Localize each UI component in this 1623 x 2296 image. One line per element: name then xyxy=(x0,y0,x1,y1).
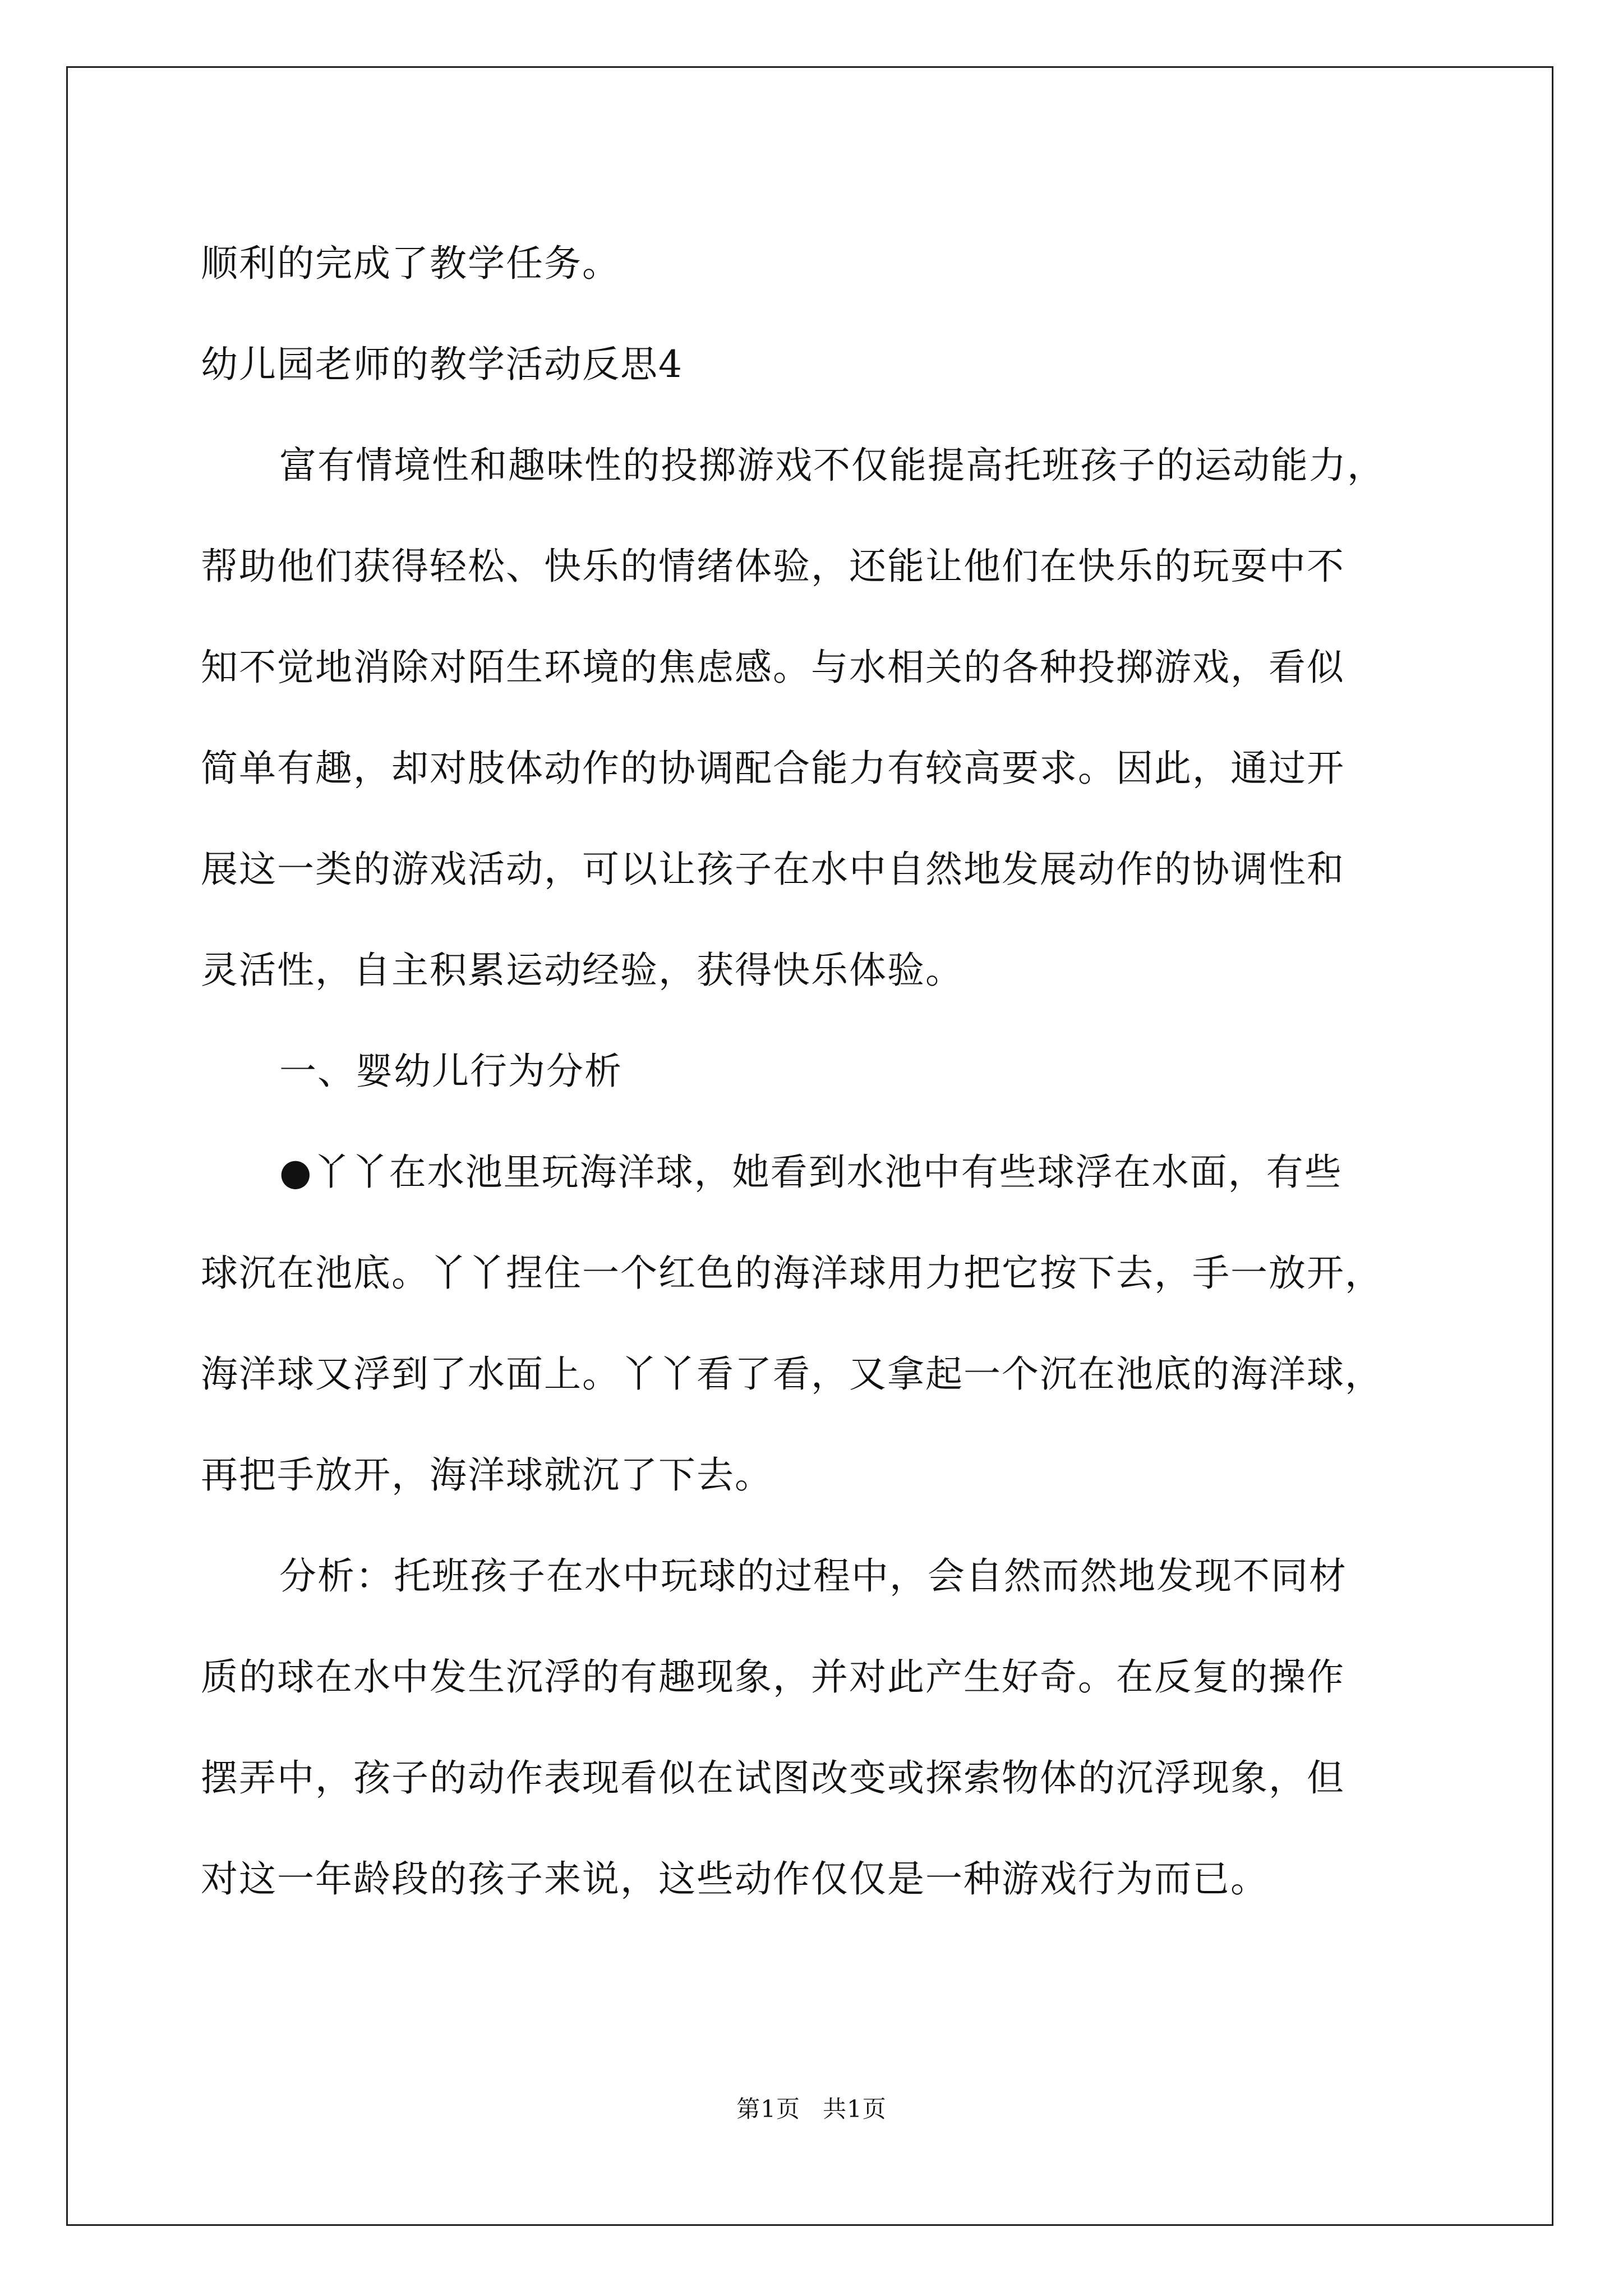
text-line: 知不觉地消除对陌生环境的焦虑感。与水相关的各种投掷游戏，看似 xyxy=(201,646,1345,689)
text-line: 再把手放开，海洋球就沉了下去。 xyxy=(201,1453,773,1497)
page-total: 共1页 xyxy=(823,2095,887,2123)
text-line: 简单有趣，却对肢体动作的协调配合能力有较高要求。因此，通过开 xyxy=(201,747,1345,790)
text-line: 富有情境性和趣味性的投掷游戏不仅能提高托班孩子的运动能力， xyxy=(279,444,1385,487)
page-footer xyxy=(0,2092,1623,2126)
subsection-heading: 一、婴幼儿行为分析 xyxy=(279,1050,623,1093)
text-line: 摆弄中，孩子的动作表现看似在试图改变或探索物体的沉浮现象，但 xyxy=(201,1756,1345,1800)
page-number: 第1页 xyxy=(736,2095,800,2123)
text-line: 分析：托班孩子在水中玩球的过程中，会自然而然地发现不同材 xyxy=(279,1554,1347,1598)
document-body xyxy=(201,213,1435,1930)
text-line: 海洋球又浮到了水面上。丫丫看了看，又拿起一个沉在池底的海洋球， xyxy=(201,1352,1383,1396)
text-line: 展这一类的游戏活动，可以让孩子在水中自然地发展动作的协调性和 xyxy=(201,848,1345,891)
text-line: 球沉在池底。丫丫捏住一个红色的海洋球用力把它按下去，手一放开， xyxy=(201,1251,1383,1295)
text-line: 帮助他们获得轻松、快乐的情绪体验，还能让他们在快乐的玩耍中不 xyxy=(201,545,1345,588)
text-line: 对这一年龄段的孩子来说，这些动作仅仅是一种游戏行为而已。 xyxy=(201,1857,1269,1901)
text-line: ●丫丫在水池里玩海洋球，她看到水池中有些球浮在水面，有些 xyxy=(279,1151,1343,1194)
text-line: 灵活性，自主积累运动经验，获得快乐体验。 xyxy=(201,949,963,992)
section-heading: 幼儿园老师的教学活动反思4 xyxy=(201,343,683,386)
text-line: 质的球在水中发生沉浮的有趣现象，并对此产生好奇。在反复的操作 xyxy=(201,1655,1345,1699)
text-line: 顺利的完成了教学任务。 xyxy=(201,242,620,285)
